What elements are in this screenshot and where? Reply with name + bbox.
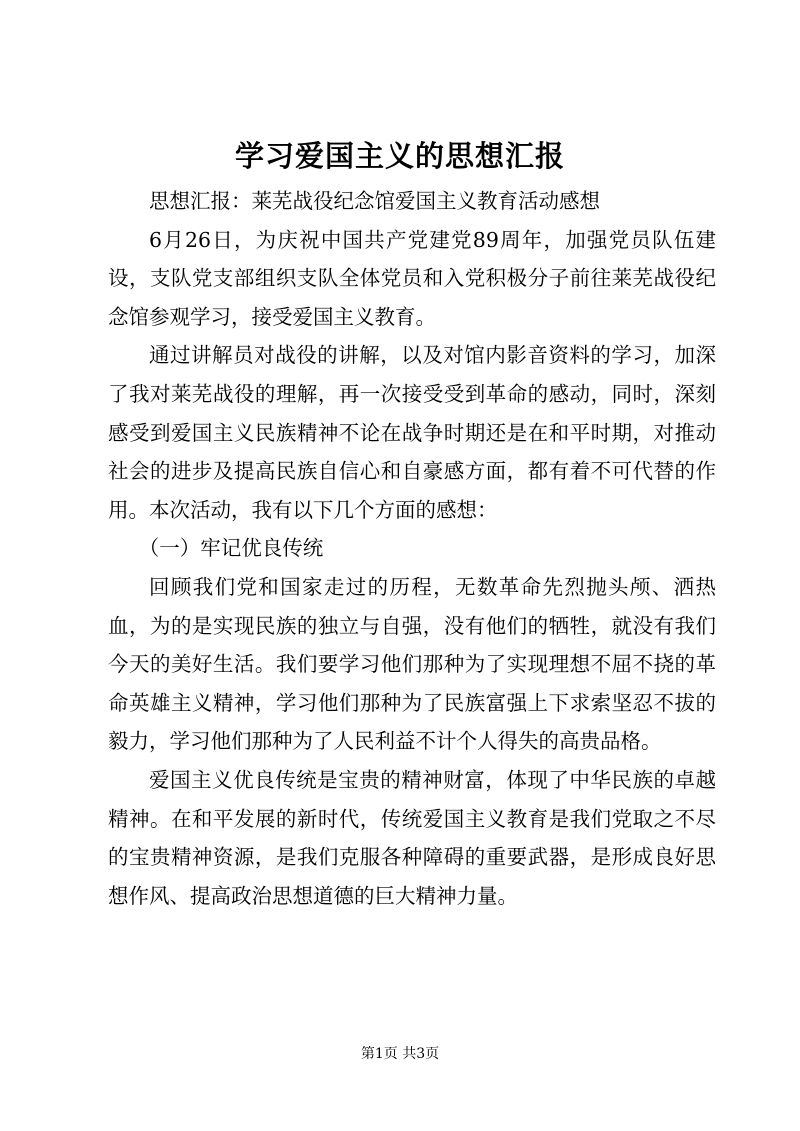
body-paragraph: 6月26日，为庆祝中国共产党建党89周年，加强党员队伍建设，支队党支部组织支队全体党员和入党积极分子前往莱芜战役纪念馆参观学习，接受爱国主义教育。 [108, 227, 716, 329]
subtitle-paragraph: 思想汇报：莱芜战役纪念馆爱国主义教育活动感想 [149, 189, 600, 213]
section-heading: （一）牢记优良传统 [138, 536, 324, 561]
body-paragraph: 回顾我们党和国家走过的历程，无数革命先烈抛头颅、洒热血，为的是实现民族的独立与自强，没有他们的牺牲，就没有我们今天的美好生活。我们要学习他们那种为了实现理想不屈不挠的革命英雄主义精神，学习他们那种为了民族富强上下求索坚忍不拔的毅力，学习他们那种为了人民利益不计个人得失的高贵品格。 [108, 574, 716, 754]
page-number-footer: 第1页 共3页 [360, 1046, 440, 1062]
document-title: 学习爱国主义的思想汇报 [234, 139, 565, 173]
body-paragraph: 通过讲解员对战役的讲解，以及对馆内影音资料的学习，加深了我对莱芜战役的理解，再一次接受受到革命的感动，同时，深刻感受到爱国主义民族精神不论在战争时期还是在和平时期，对推动社会的进步及提高民族自信心和自豪感方面，都有着不可代替的作用。本次活动，我有以下几个方面的感想： [108, 343, 716, 522]
document-body [108, 182, 716, 915]
body-paragraph: 爱国主义优良传统是宝贵的精神财富，体现了中华民族的卓越精神。在和平发展的新时代，传统爱国主义教育是我们党取之不尽的宝贵精神资源，是我们克服各种障碍的重要武器，是形成良好思想作风、提高政治思想道德的巨大精神力量。 [108, 767, 716, 908]
